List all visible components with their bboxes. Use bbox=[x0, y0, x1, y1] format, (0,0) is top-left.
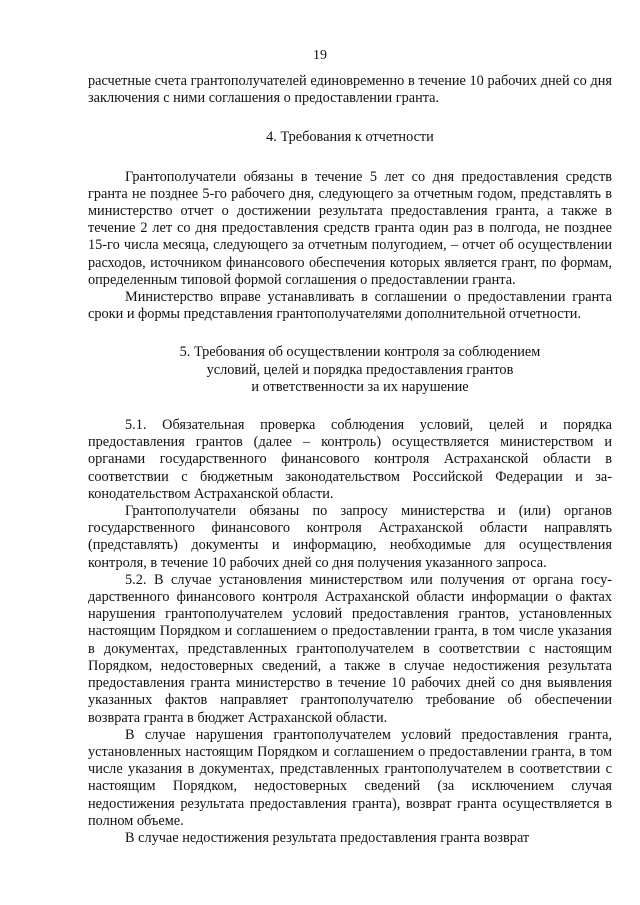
section-5-paragraph-2: Грантополучатели обязаны по запросу министерства и (или) органов государственного финансового контроля Астраханской области направлять (представлять) документы и информацию, необходимые для осуществления контроля, в течение 10 рабочих дней со дня получения указанного запроса. bbox=[88, 503, 612, 571]
section-5-paragraph-3: 5.2. В случае установления министерством или получения от органа государственного финансового контроля Астраханской области информации о фактах нарушения грантополучателем условий предоставления грантов, установленных настоящим Порядком и соглашением о предоставлении гранта, в том числе указания в документах, представленных грантополучателем в соответствии с настоящим Порядком, недостоверных сведений, а также в случае недостижения результата предоставления гранта министерство в течение 10 рабочих дней со дня выявления указанных фактов направляет грантополучателю требование об обеспечении возврата гранта в бюджет Астраханской области. bbox=[88, 571, 612, 726]
section-4-paragraph-2: Министерство вправе устанавливать в соглашении о предоставлении гранта сроки и формы представления грантополучателями дополнительной отчетности. bbox=[88, 289, 612, 323]
document-body bbox=[88, 73, 612, 847]
intro-paragraph: расчетные счета грантополучателей единовременно в течение 10 рабочих дней со дня заключения с ними соглашения о предоставлении гранта. bbox=[88, 73, 612, 107]
page-number: 19 bbox=[313, 48, 327, 63]
section-5-heading bbox=[88, 344, 612, 396]
section-5-heading-line-3: и ответственности за их нарушение bbox=[251, 378, 469, 395]
section-5-paragraph-1: 5.1. Обязательная проверка соблюдения условий, целей и порядка предоставления грантов (далее – контроль) осуществляется министерством и органами государственного финансового контроля Астраханской области в соответствии с бюджетным законодательством Российской Федерации и законодательством Астраханской области. bbox=[88, 417, 612, 502]
section-5-heading-line-2: условий, целей и порядка предоставления грантов bbox=[206, 361, 514, 378]
section-4-paragraph-1: Грантополучатели обязаны в течение 5 лет со дня предоставления средств гранта не позднее 5-го рабочего дня, следующего за отчетным годом, представлять в министерство отчет о достижении результата предоставления гранта, а также в течение 2 лет со дня предоставления средств гранта один раз в полгода, не позднее 15-го числа месяца, следующего за отчетным полугодием, – отчет об осуществлении расходов, источником финансового обеспечения которых является грант, по формам, определенным типовой формой соглашения о предоставлении гранта. bbox=[88, 168, 612, 288]
section-5-paragraph-4: В случае нарушения грантополучателем условий предоставления гранта, установленных настоящим Порядком и соглашением о предоставлении гранта, в том числе указания в документах, представленных грантополучателем в соответствии с настоящим Порядком, недостоверных сведений (за исключением случая недостижения результата предоставления гранта), возврат гранта осуществляется в полном объеме. bbox=[88, 726, 612, 829]
section-5-heading-line-1: 5. Требования об осуществлении контроля за соблюдением bbox=[179, 344, 541, 361]
section-4-heading: 4. Требования к отчетности bbox=[266, 129, 434, 146]
section-5-paragraph-5: В случае недостижения результата предоставления гранта возврат bbox=[125, 829, 530, 846]
